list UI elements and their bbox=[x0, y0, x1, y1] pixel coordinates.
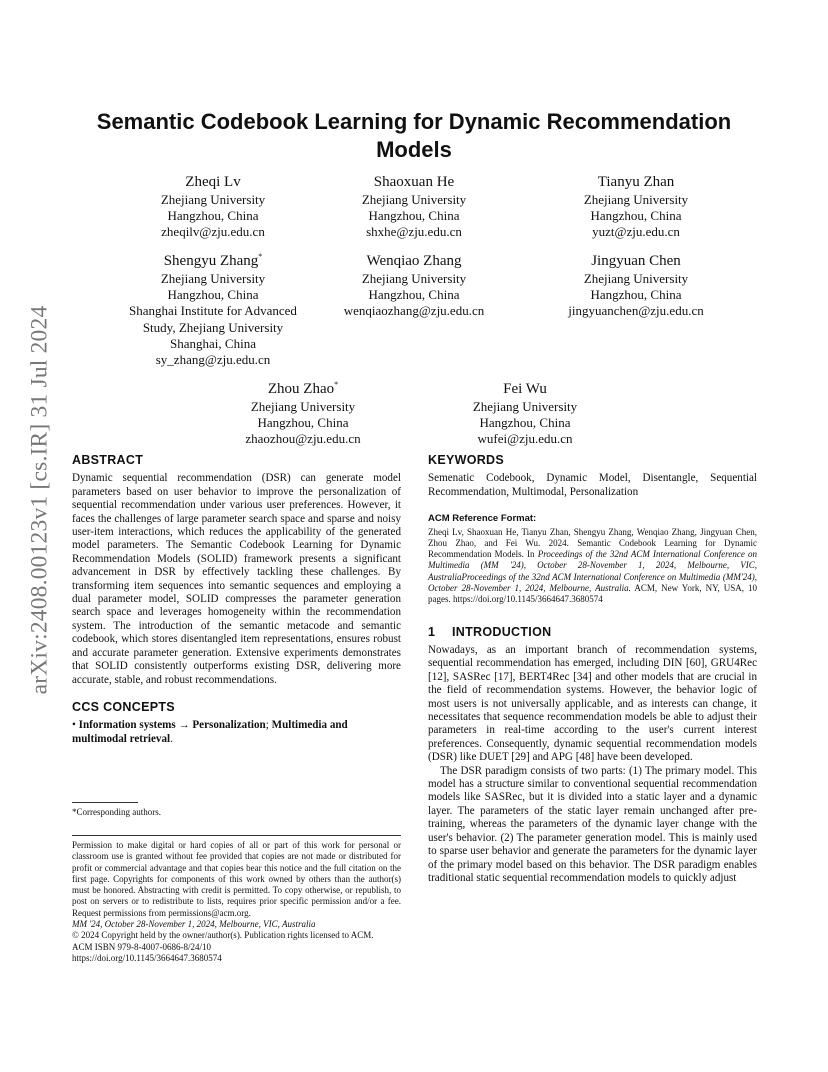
author-name: Shaoxuan He bbox=[373, 174, 455, 190]
author-block bbox=[329, 168, 499, 241]
author-email[interactable]: wenqiaozhang@zju.edu.cn bbox=[343, 303, 485, 319]
intro-paragraph-2: The DSR paradigm consists of two parts: (1) The primary model. This model has a structure similar to conventional sequential recommendation models like SASRec, but it is divided into a static layer and a dynamic layer. The parameters of the static layer remain unchanged after pre-training, whereas the parameters of the dynamic layer change with the user's behavior. (2) The parameter generation model. This is mainly used to sparse user behavior and generate the parameters for the dynamic layer of the primary model based on this behavior. The DSR paradigm enables traditional static sequential recommendation models to quickly adjust bbox=[428, 764, 757, 884]
permission-block bbox=[72, 840, 401, 964]
keywords-text: Semenatic Codebook, Dynamic Model, Disentangle, Sequential Recommendation, Multimodal, Personalization bbox=[428, 472, 757, 498]
doi-link[interactable]: https://doi.org/10.1145/3664647.3680574 bbox=[72, 952, 222, 963]
right-column bbox=[428, 454, 757, 885]
author-location: Hangzhou, China bbox=[479, 415, 571, 431]
author-block bbox=[551, 168, 721, 241]
author-name: Zheqi Lv bbox=[185, 174, 241, 190]
abstract-heading: ABSTRACT bbox=[72, 453, 144, 467]
author-block bbox=[314, 247, 514, 320]
author-name: Zhou Zhao* bbox=[267, 380, 339, 397]
author-email[interactable]: yuzt@zju.edu.cn bbox=[592, 224, 680, 240]
acm-reference-heading: ACM Reference Format: bbox=[428, 513, 537, 525]
intro-paragraph-1: Nowadays, as an important branch of recommendation systems, sequential recommendation has emerged, including DIN [60], GRU4Rec [12], SASRec [17], BERT4Rec [34] and other models that are crucial in the field of recommendation systems. However, the behavior logic of most users is not universally applicable, and as interests can change, it necessitates that sequence recommendation models be able to adjust their parameters in real-time according to the user's current interest preferences. Consequently, dynamic sequential recommendation models (DSR) like DUET [29] and APG [48] have been developed. bbox=[428, 644, 757, 764]
author-block bbox=[536, 247, 736, 320]
keywords-heading: KEYWORDS bbox=[428, 453, 505, 467]
author-block bbox=[440, 375, 610, 448]
ccs-heading: CCS CONCEPTS bbox=[72, 699, 175, 714]
author-location: Hangzhou, China bbox=[257, 415, 349, 431]
author-block bbox=[128, 168, 298, 241]
author-name: Tianyu Zhan bbox=[597, 174, 675, 190]
author-affiliation: Study, Zhejiang University bbox=[142, 319, 284, 335]
author-location: Hangzhou, China bbox=[167, 287, 259, 303]
author-email[interactable]: shxhe@zju.edu.cn bbox=[366, 224, 462, 240]
author-affiliation: Zhejiang University bbox=[160, 192, 266, 207]
author-email[interactable]: zheqilv@zju.edu.cn bbox=[161, 224, 265, 240]
author-location: Shanghai, China bbox=[170, 335, 256, 351]
isbn-line: ACM ISBN 979-8-4007-0686-8/24/10 bbox=[72, 941, 211, 952]
author-name: Shengyu Zhang* bbox=[163, 252, 263, 269]
author-email[interactable]: zhaozhou@zju.edu.cn bbox=[245, 431, 361, 447]
author-name: Fei Wu bbox=[503, 381, 547, 397]
author-block bbox=[98, 247, 328, 368]
author-name: Jingyuan Chen bbox=[591, 253, 681, 269]
arxiv-stamp bbox=[20, 290, 60, 710]
footnote: *Corresponding authors. bbox=[72, 807, 161, 817]
author-affiliation: Zhejiang University bbox=[361, 271, 467, 286]
abstract-text: Dynamic sequential recommendation (DSR) can generate model parameters based on user behavior to improve the personalization of sequential recommendation under various user preferences. However, it faces the challenges of large parameter search space and sparse and noisy user-item interactions, which reduces the applicability of the generated model parameters. The Semantic Codebook Learning for Dynamic Recommendation Models (SOLID) framework presents a significant advancement in DSR by effectively tackling these challenges. By transforming item sequences into semantic sequences and employing a dual parameter model, SOLID compresses the parameter generation search space and leverages homogeneity within the recommendation system. The introduction of the semantic metacode and semantic codebook, which stores disentangled item representations, ensures robust and accurate parameter generation. Extensive experiments demonstrates that SOLID consistently outperforms existing DSR, delivering more accurate, stable, and robust recommendations. bbox=[72, 472, 401, 686]
author-location: Hangzhou, China bbox=[590, 208, 682, 224]
author-name: Wenqiao Zhang bbox=[366, 253, 462, 269]
acm-reference: ACM Reference Format: Zheqi Lv, Shaoxuan He, Tianyu Zhan, Shengyu Zhang, Wenqiao Zhang, Jingyuan Chen, Zhou Zhao, and Fei Wu. 2024. Semantic Codebook Learning for Dynamic Recommendation Models. In Proceedings of the 32nd ACM International Conference on Multimedia (MM '24), October 28-November 1, 2024, Melbourne, VIC, AustraliaProceedings of the 32nd ACM International Conference on Multimedia (MM'24), October 28-November 1, 2024, Melbourne, Australia. ACM, New York, NY, USA, 10 pages. https://doi.org/10.1145/3664647.3680574 bbox=[428, 513, 757, 605]
paper-title: Semantic Codebook Learning for Dynamic Recommendation Models bbox=[96, 109, 732, 162]
author-location: Hangzhou, China bbox=[368, 208, 460, 224]
arxiv-id: arXiv:2408.00123v1 [cs.IR] 31 Jul 2024 bbox=[26, 305, 53, 695]
author-affiliation: Shanghai Institute for Advanced bbox=[129, 303, 297, 319]
footnote-divider bbox=[72, 802, 138, 803]
author-location: Hangzhou, China bbox=[368, 287, 460, 303]
venue-line: MM '24, October 28-November 1, 2024, Melbourne, VIC, Australia bbox=[72, 919, 316, 930]
permission-text: Permission to make digital or hard copies of all or part of this work for personal or classroom use is granted without fee provided that copies are not made or distributed for profit or commercial advantage and that copies bear this notice and the full citation on the first page. Copyrights for components of this work owned by others than the author(s) must be honored. Abstracting with credit is permitted. To copy otherwise, or republish, to post on servers or to redistribute to lists, requires prior specific permission and/or a fee. Request permissions from permissions@acm.org. bbox=[72, 840, 401, 918]
author-affiliation: Zhejiang University bbox=[361, 192, 467, 207]
copyright-line: © 2024 Copyright held by the owner/author(s). Publication rights licensed to ACM. bbox=[72, 930, 374, 941]
author-block bbox=[218, 375, 388, 448]
author-affiliation: Zhejiang University bbox=[583, 271, 689, 286]
left-column bbox=[72, 454, 401, 746]
author-affiliation: Zhejiang University bbox=[472, 399, 578, 414]
author-affiliation: Zhejiang University bbox=[583, 192, 689, 207]
author-affiliation: Zhejiang University bbox=[250, 399, 356, 414]
author-email[interactable]: sy_zhang@zju.edu.cn bbox=[155, 352, 271, 368]
author-location: Hangzhou, China bbox=[167, 208, 259, 224]
permission-divider bbox=[72, 835, 401, 836]
author-email[interactable]: jingyuanchen@zju.edu.cn bbox=[568, 303, 704, 319]
author-email[interactable]: wufei@zju.edu.cn bbox=[477, 431, 573, 447]
author-affiliation: Zhejiang University bbox=[160, 271, 266, 286]
ccs-text: • Information systems → Personalization; Multimedia and multimodal retrieval. bbox=[72, 719, 348, 745]
author-location: Hangzhou, China bbox=[590, 287, 682, 303]
intro-heading: 1 INTRODUCTION bbox=[428, 624, 552, 639]
